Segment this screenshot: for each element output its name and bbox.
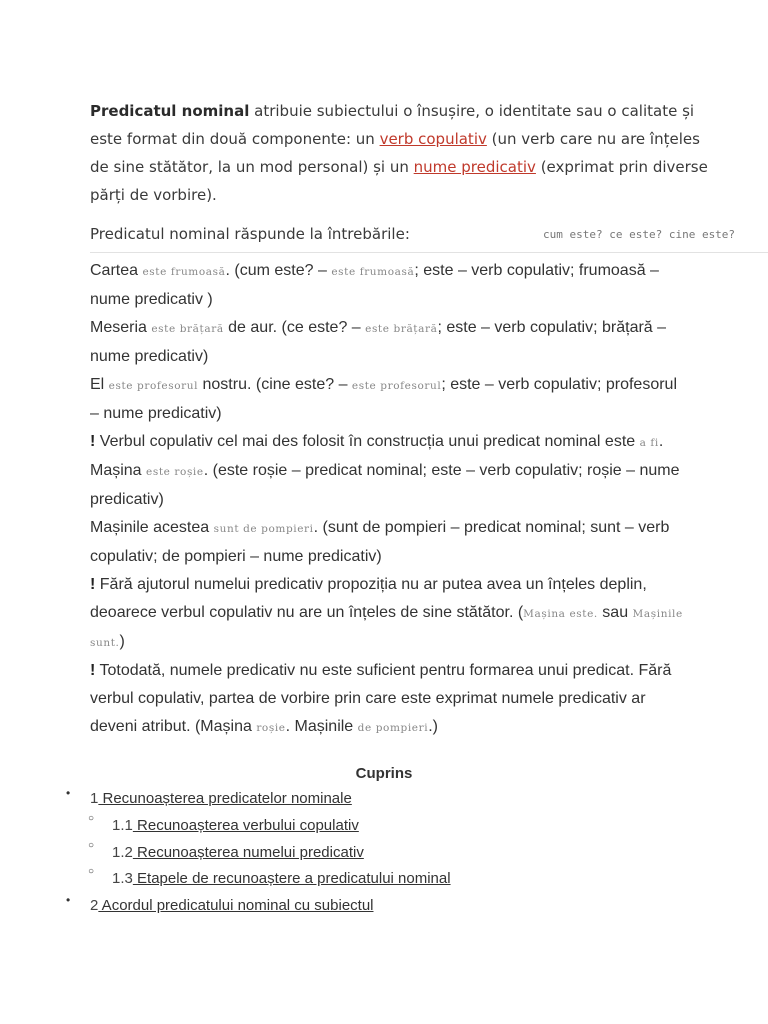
note-text: Totodată, numele predicativ nu este suficient pentru formarea unui predicat. Fără verbul copulativ, partea de vorbire prin care este exprimat numele predicativ ar deveni atribut. (Mașina xyxy=(90,662,672,735)
example-text: ; este – verb copulativ; profesorul – nume predicativ) xyxy=(90,376,677,422)
example-text: . (cum este? – xyxy=(225,262,332,279)
note-text: ) xyxy=(119,633,125,650)
toc-item-1-3[interactable] xyxy=(112,866,451,892)
toc-number: 1 xyxy=(90,790,99,807)
example-text: Cartea xyxy=(90,262,143,279)
note-totodata xyxy=(90,657,690,742)
questions-label: Predicatul nominal răspunde la întrebările: xyxy=(90,225,410,243)
questions-list: cum este? ce este? cine este? xyxy=(543,228,736,241)
example-cartea xyxy=(90,257,690,314)
example-highlight: este frumoasă xyxy=(142,266,226,278)
intro-text-1: atribuie subiectului o însușire, o identitate sau o calitate și este format din două componente: un xyxy=(90,102,695,148)
note-text: Fără ajutorul numelui predicativ propoziția nu ar putea avea un înțeles deplin, deoarece verbul copulativ nu are un înțeles de sine stătător. ( xyxy=(90,576,647,621)
questions-row xyxy=(90,220,768,253)
note-text: sau xyxy=(597,604,633,621)
link-verb-copulativ[interactable]: verb copulativ xyxy=(379,130,487,148)
toc-link[interactable]: Recunoașterea predicatelor nominale xyxy=(98,790,352,807)
intro-paragraph xyxy=(90,97,710,209)
note-mark: ! xyxy=(90,662,96,679)
example-text: . (sunt de pompieri – predicat nominal; sunt – verb copulativ; de pompieri – nume predicativ) xyxy=(90,519,670,565)
toc-number: 1.2 xyxy=(112,844,133,861)
toc-link[interactable]: Recunoașterea numelui predicativ xyxy=(132,844,364,861)
examples-block xyxy=(90,257,690,742)
bullet-circle-icon: ○ xyxy=(88,840,95,851)
bullet-disc-icon: • xyxy=(66,786,71,800)
note-mark: ! xyxy=(90,576,96,593)
example-text: . (este roșie – predicat nominal; este – verb copulativ; roșie – nume predicativ) xyxy=(90,462,680,508)
example-masina xyxy=(90,457,690,514)
toc-item-1-2[interactable] xyxy=(112,840,364,866)
example-highlight: este brățară xyxy=(365,323,438,335)
example-meseria xyxy=(90,314,690,371)
example-highlight: este profesorul xyxy=(351,380,442,392)
toc-number: 2 xyxy=(90,897,99,914)
note-a-fi xyxy=(90,428,690,457)
example-highlight: este brățară xyxy=(151,323,224,335)
example-masinile xyxy=(90,514,690,571)
toc-number: 1.1 xyxy=(112,817,133,834)
intro-text-2: (un verb care nu are înțeles de sine stătător, la un mod personal) și un xyxy=(90,130,700,176)
example-highlight: roșie xyxy=(256,722,286,734)
example-text: nostru. (cine este? – xyxy=(198,376,352,393)
note-text: .) xyxy=(428,718,438,735)
toc-link[interactable]: Etapele de recunoaștere a predicatului nominal xyxy=(132,870,451,887)
toc-item-1-1[interactable] xyxy=(112,813,359,839)
bullet-disc-icon: • xyxy=(66,893,71,907)
toc-title: Cuprins xyxy=(355,765,413,782)
toc-link[interactable]: Recunoașterea verbului copulativ xyxy=(132,817,359,834)
example-highlight: este profesorul xyxy=(108,380,199,392)
bullet-circle-icon: ○ xyxy=(88,813,95,824)
bullet-circle-icon: ○ xyxy=(88,866,95,877)
example-text: Mașinile acestea xyxy=(90,519,214,536)
example-highlight: a fi xyxy=(639,437,659,449)
note-text: . Mașinile xyxy=(285,718,358,735)
note-fara-ajutorul xyxy=(90,571,690,657)
example-text: ; este – verb copulativ; brățară – nume predicativ) xyxy=(90,319,667,365)
example-text: Meseria xyxy=(90,319,152,336)
note-mark: ! xyxy=(90,433,96,450)
example-text: de aur. (ce este? – xyxy=(223,319,366,336)
example-text: ; este – verb copulativ; frumoasă – nume predicativ ) xyxy=(90,262,659,308)
note-text: Verbul copulativ cel mai des folosit în construcția unui predicat nominal este xyxy=(95,433,640,450)
toc-link[interactable]: Acordul predicatului nominal cu subiectul xyxy=(98,897,374,914)
toc-number: 1.3 xyxy=(112,870,133,887)
example-text: El xyxy=(90,376,109,393)
intro-text-3: (exprimat prin diverse părți de vorbire). xyxy=(90,158,708,204)
note-text: . xyxy=(658,433,664,450)
example-highlight: sunt de pompieri xyxy=(213,523,314,535)
example-highlight: Mașinile sunt. xyxy=(90,608,683,649)
example-highlight: este roșie xyxy=(146,466,204,478)
example-highlight: Mașina este. xyxy=(523,608,598,620)
example-el xyxy=(90,371,690,428)
example-highlight: de pompieri xyxy=(357,722,429,734)
link-nume-predicativ[interactable]: nume predicativ xyxy=(413,158,536,176)
toc-item-2[interactable] xyxy=(90,893,374,919)
example-highlight: este frumoasă xyxy=(331,266,415,278)
term-predicatul-nominal: Predicatul nominal xyxy=(90,102,250,120)
toc-item-1[interactable] xyxy=(90,786,352,812)
example-text: Mașina xyxy=(90,462,147,479)
